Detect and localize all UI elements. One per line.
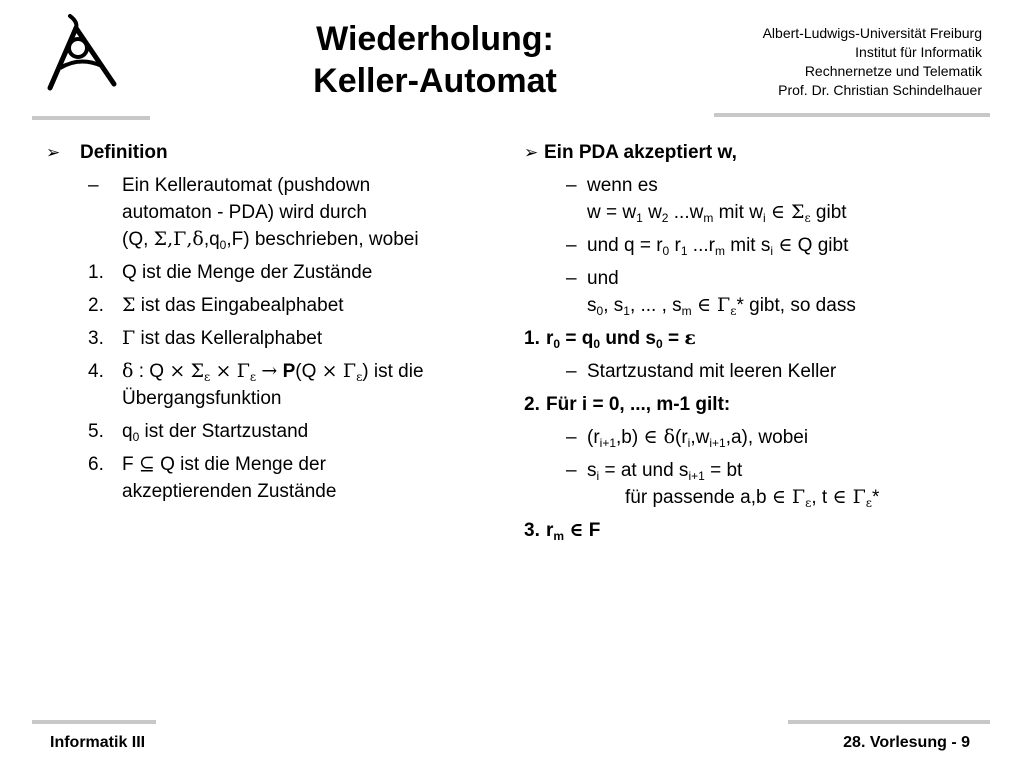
step-2: 2. Für i = 0, ..., m-1 gilt: (524, 394, 731, 415)
condition-item: – und $q = r_0$ $r_1$ $...r_m$ mit $s_i$ ∈ Q gibt (566, 234, 849, 258)
title-line-1: Wiederholung: (316, 20, 554, 58)
step-2-detail: – $s_i$ = at und $s_{i+1}$ = bt für passende a,b ∈ $\Gamma_\varepsilon$, t ∈ $\Gamma_\varepsilon*$ (566, 460, 880, 510)
step-2-detail: – $(r_{i+1},b)$ ∈ $\delta(r_i,w_{i+1},a)$, wobei (566, 426, 809, 450)
footer-rule-right (788, 720, 990, 724)
tuple-line: (Q, $\Sigma,\Gamma,\delta,q_0,F$) beschrieben, wobei (122, 228, 419, 252)
arrow-bullet-icon: ➢ (524, 143, 539, 162)
institution-block (763, 24, 982, 100)
acceptance-heading: ➢ Ein PDA akzeptiert w, (524, 139, 994, 166)
step-3: 3. $r_m$ ∈ F (524, 519, 601, 543)
arrow-bullet-icon: ➢ (46, 143, 61, 162)
list-item: 6. F ⊆ Q ist die Menge der akzeptierenden Zustände (88, 453, 337, 502)
acceptance-column (524, 139, 994, 550)
footer-rule-left (32, 720, 156, 724)
title-line-2: Keller-Automat (313, 62, 557, 100)
institution-line: Albert-Ludwigs-Universität Freiburg (762, 25, 982, 41)
step-1: 1. $r_0 = q_0$ und $s_0 = \varepsilon$ (524, 327, 696, 351)
definition-dash-item: – Ein Kellerautomat (pushdown automaton - PDA) wird durch (Q, $\Sigma,\Gamma,\delta,q_0,F$) beschrieben, wobei (46, 172, 476, 253)
institution-line: Prof. Dr. Christian Schindelhauer (778, 82, 982, 98)
header-rule-right (714, 113, 990, 117)
page-title (270, 18, 600, 102)
definition-column (46, 139, 476, 511)
condition-item: – wenn es $w = w_1$ $w_2$ $...w_m$ mit $w_i$ ∈ $\Sigma_\varepsilon$ gibt (566, 175, 847, 225)
list-item: 2. Σ ist das Eingabealphabet (88, 294, 344, 316)
list-item: 3. Γ ist das Kelleralphabet (88, 327, 323, 349)
footer-course: Informatik III (50, 734, 146, 751)
condition-item: – und $s_0$, $s_1$, ... , $s_m$ ∈ $\Gamma_\varepsilon*$ gibt, so dass (566, 268, 856, 318)
institution-line: Rechnernetze und Telematik (804, 63, 982, 79)
header-rule-left (32, 116, 150, 120)
institution-line: Institut für Informatik (855, 44, 982, 60)
list-item: 1. Q ist die Menge der Zustände (88, 262, 373, 283)
step-1-detail: – Startzustand mit leeren Keller (566, 361, 837, 382)
university-logo-icon (40, 12, 124, 94)
list-item: 4. δ : $Q \times \Sigma_\varepsilon \times \Gamma_\varepsilon \to P(Q \times \Gamma_\varepsilon)$ ist die Übergangsfunktion (88, 360, 424, 409)
definition-heading: ➢ Definition (46, 139, 476, 166)
list-item: 5. $q_0$ ist der Startzustand (88, 421, 309, 444)
footer-slide-number: 28. Vorlesung - 9 (843, 734, 970, 751)
